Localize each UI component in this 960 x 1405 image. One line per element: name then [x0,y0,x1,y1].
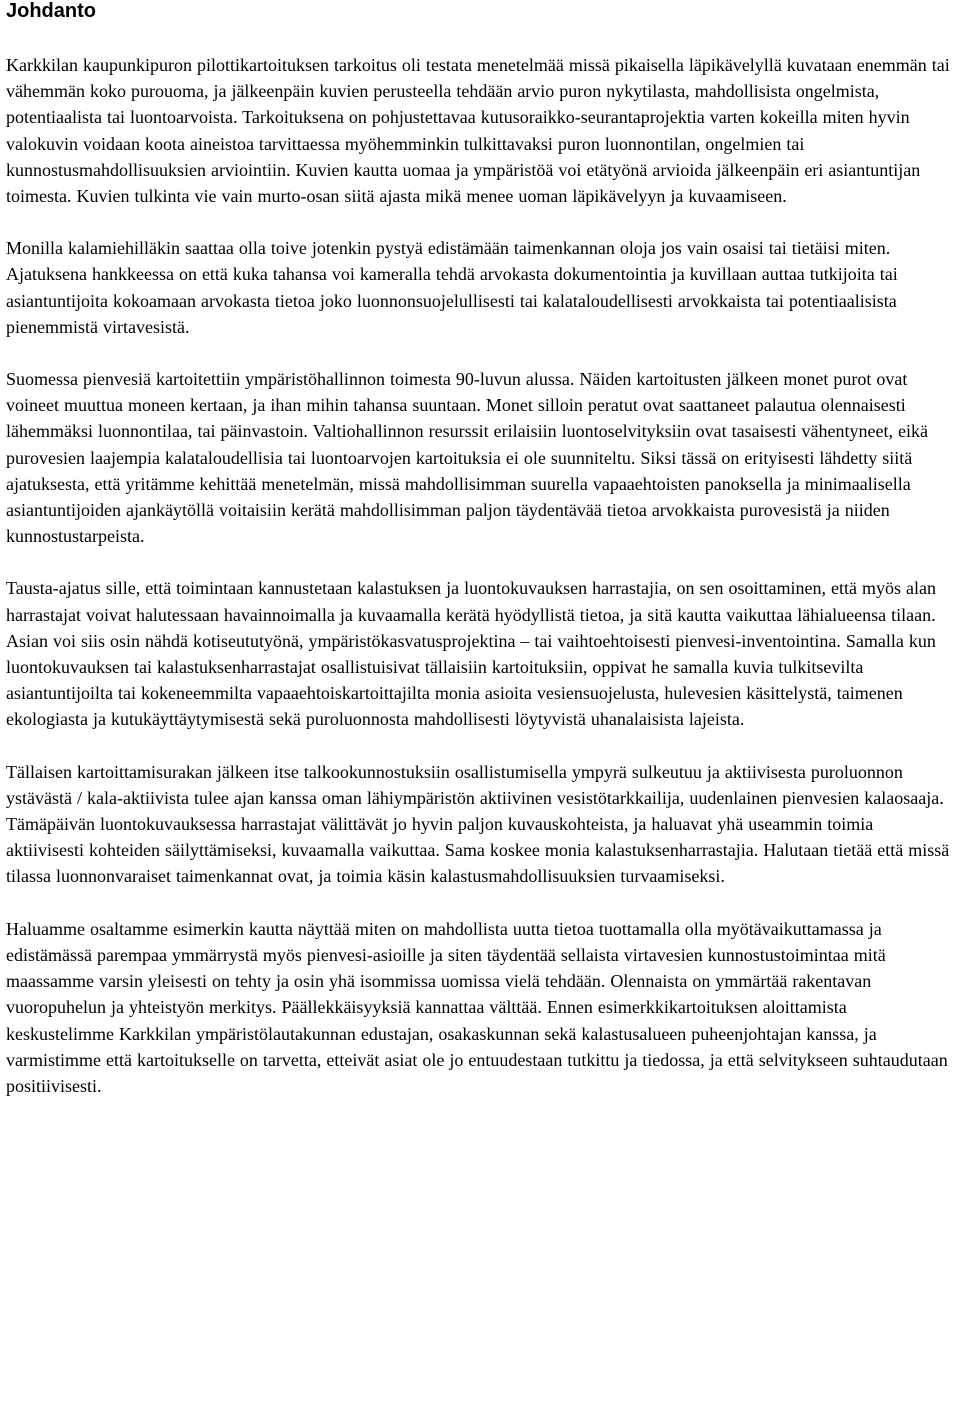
paragraph-4: Tausta-ajatus sille, että toimintaan kannustetaan kalastuksen ja luontokuvauksen harrastajia, on sen osoittaminen, että myös alan harrastajat voivat halutessaan havainnoimalla ja kuvaamalla kerätä hyödyllistä tietoa, ja sitä kautta vaikuttaa lähialueensa tilaan. Asian voi siis osin nähdä kotiseututyönä, ympäristökasvatusprojektina – tai vaihtoehtoisesti pienvesi-inventointina. Samalla kun luontokuvauksen tai kalastuksenharrastajat osallistuisivat tällaisiin kartoituksiin, oppivat he samalla kuvia tulkitsevilta asiantuntijoilta tai kokeneemmilta vapaaehtoiskartoittajilta monia asioita vesiensuojelusta, hulevesien käsittelystä, taimenen ekologiasta ja kutukäyttäytymisestä sekä puroluonnosta mahdollisesti löytyvistä uhanalaisista lajeista. [6,578,936,730]
paragraph-3: Suomessa pienvesiä kartoitettiin ympäristöhallinnon toimesta 90-luvun alussa. Näiden kartoitusten jälkeen monet purot ovat voineet muuttua moneen kertaan, ja ihan mihin tahansa suuntaan. Monet silloin peratut ovat saattaneet palautua olennaisesti lähemmäksi luonnontilaa, tai päinvastoin. Valtiohallinnon resurssit erilaisiin luontoselvityksiin ovat tasaisesti vähentyneet, eikä purovesien laajempia kalataloudellisia tai luontoarvojen kartoituksia ei ole suunniteltu. Siksi tässä on erityisesti lähdetty siitä ajatuksesta, että yritämme kehittää menetelmän, missä mahdollisimman suurella vapaaehtoisten panoksella ja minimaalisella asiantuntijoiden ajankäytöllä voitaisiin kerätä mahdollisimman paljon täydentävää tietoa arvokkaista purovesistä ja niiden kunnostustarpeista. [6,369,928,547]
paragraph-1: Karkkilan kaupunkipuron pilottikartoituksen tarkoitus oli testata menetelmää missä pikaisella läpikävelyllä kuvataan enemmän tai vähemmän koko purouoma, ja jälkeenpäin kuvien perusteella tehdään arvio puron nykytilasta, mahdollisista ongelmista, potentiaalista tai luontoarvoista. Tarkoituksena on pohjustettavaa kutusoraikko-seurantaprojektia varten kokeilla miten hyvin valokuvin voidaan koota aineistoa tarvittaessa myöhemminkin tulkittavaksi puron luonnontilan, ongelmien tai kunnostusmahdollisuuksien arviointiin. Kuvien kautta uomaa ja ympäristöä voi etätyönä arvioida jälkeenpäin eri asiantuntijan toimesta. Kuvien tulkinta vie vain murto-osan siitä ajasta mikä menee uoman läpikävelyyn ja kuvaamiseen. [6,55,950,207]
page-title: Johdanto [6,0,96,22]
paragraph-6: Haluamme osaltamme esimerkin kautta näyttää miten on mahdollista uutta tietoa tuottamalla olla myötävaikuttamassa ja edistämässä parempaa ymmärrystä myös pienvesi-asioille ja siten täydentää sellaista virtavesien kunnostustoimintaa mitä maassamme varsin yleisesti on tehty ja osin yhä isommissa uomissa vielä tehdään. Olennaista on ymmärtää rakentavan vuoropuhelun ja yhteistyön merkitys. Päällekkäisyyksiä kannattaa välttää. Ennen esimerkkikartoituksen aloittamista keskustelimme Karkkilan ympäristölautakunnan edustajan, osakaskunnan sekä kalastusalueen puheenjohtajan kanssa, ja varmistimme että kartoitukselle on tarvetta, etteivät asiat ole jo entuudestaan tutkittu ja tiedossa, ja että selvitykseen suhtaudutaan positiivisesti. [6,918,948,1096]
paragraph-5: Tällaisen kartoittamisurakan jälkeen itse talkookunnostuksiin osallistumisella ympyrä sulkeutuu ja aktiivisesta puroluonnon ystävästä / kala-aktiivista tulee ajan kanssa oman lähiympäristön aktiivinen vesistötarkkailija, uudenlainen pienvesien kalaosaaja. Tämäpäivän luontokuvauksessa harrastajat välittävät jo hyvin paljon kuvauskohteista, ja haluavat yhä useammin toimia aktiivisesti kohteiden säilyttämiseksi, kuvaamalla vaikuttaa. Sama koskee monia kalastuksenharrastajia. Halutaan tietää että missä tilassa luonnonvaraiset taimenkannat ovat, ja toimia käsin kalastusmahdollisuuksien turvaamiseksi. [6,761,950,887]
paragraph-2: Monilla kalamiehilläkin saattaa olla toive jotenkin pystyä edistämään taimenkannan oloja jos vain osaisi tai tietäisi miten. Ajatuksena hankkeessa on että kuka tahansa voi kameralla tehdä arvokasta dokumentointia ja kuvillaan auttaa tutkijoita tai asiantuntijoita kokoamaan arvokasta tietoa joko luonnonsuojelullisesti tai kalataloudellisesti arvokkaista tai potentiaalisista pienemmistä virtavesistä. [6,238,898,337]
